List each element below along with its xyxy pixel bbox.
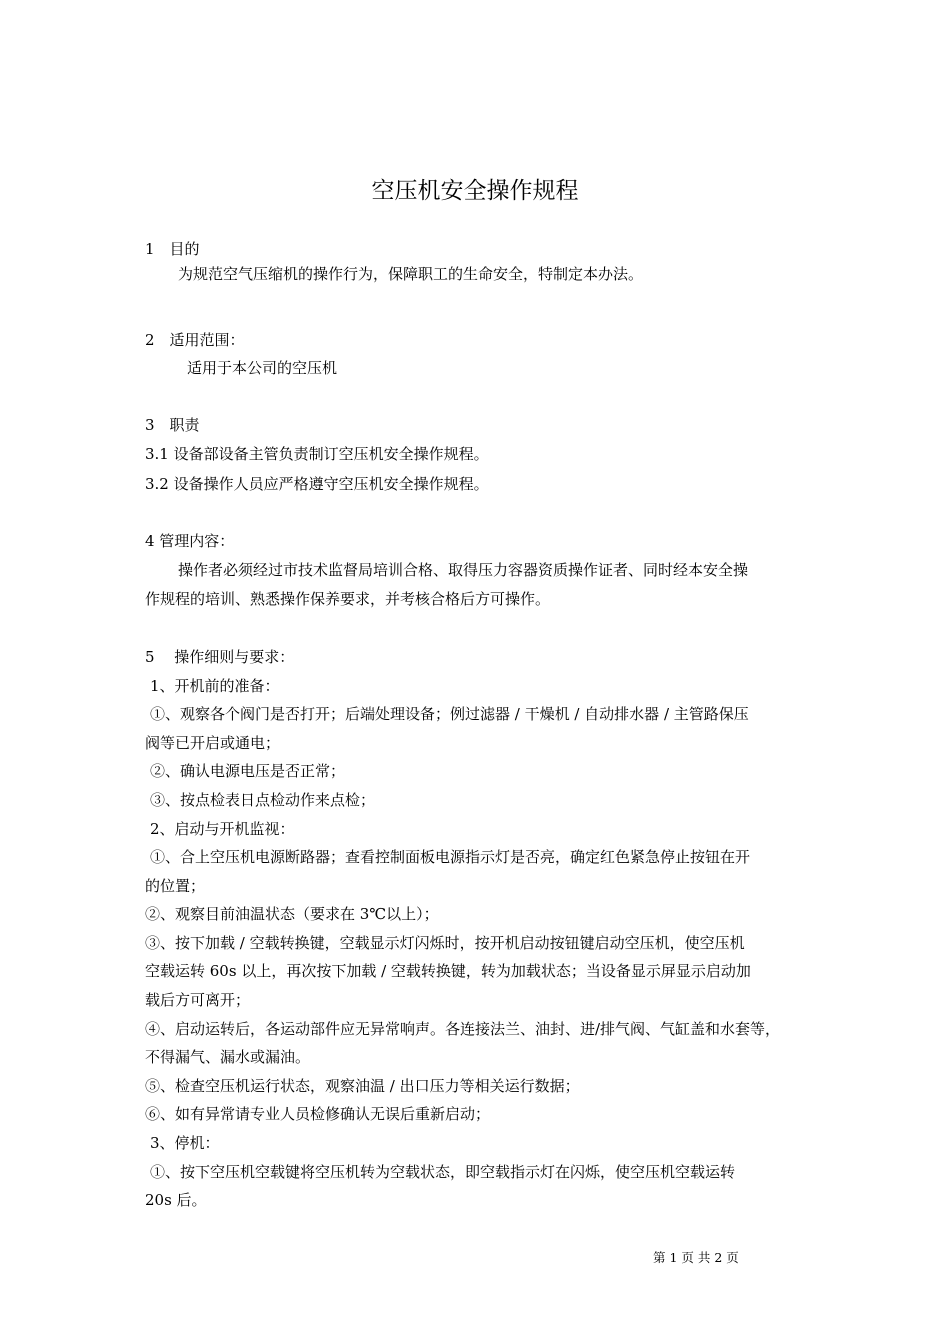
section-2-text: 适用于本公司的空压机: [187, 359, 338, 377]
section-5-3-1-line-2: 20s 后。: [145, 1191, 207, 1209]
section-5-3-1-line-1: ①、按下空压机空载键将空压机转为空载状态，即空载指示灯在闪烁，使空压机空载运转: [150, 1163, 736, 1181]
section-1-text: 为规范空气压缩机的操作行为，保障职工的生命安全，特制定本办法。: [178, 265, 644, 283]
section-5-2-3-line-3: 载后方可离开；: [145, 991, 251, 1009]
section-5-1-1-line-1: ①、观察各个阀门是否打开；后端处理设备；例过滤器 / 干燥机 / 自动排水器 / 主管路保压: [150, 705, 749, 723]
section-5-3-heading: 3、停机：: [150, 1134, 220, 1152]
section-5-2-4-line-1: ④、启动运转后，各运动部件应无异常响声。各连接法兰、油封、进/排气阀、气缸盖和水套等，: [145, 1020, 781, 1038]
section-4-text-line-1: 操作者必须经过市技术监督局培训合格、取得压力容器资质操作证者、同时经本安全操: [178, 561, 749, 579]
section-4-heading: 4 管理内容：: [145, 532, 235, 550]
document-title: 空压机安全操作规程: [371, 178, 579, 204]
section-5-1-2: ②、确认电源电压是否正常；: [150, 762, 346, 780]
section-5-2-5: ⑤、检查空压机运行状态，观察油温 / 出口压力等相关运行数据；: [145, 1077, 580, 1095]
section-3-heading: 3 职责: [145, 416, 200, 434]
section-5-heading: 5 操作细则与要求：: [145, 648, 295, 666]
section-5-1-heading: 1、开机前的准备：: [150, 677, 280, 695]
section-3-1: 3.1 设备部设备主管负责制订空压机安全操作规程。: [145, 445, 489, 463]
section-5-2-1-line-1: ①、合上空压机电源断路器；查看控制面板电源指示灯是否亮，确定红色紧急停止按钮在开: [150, 848, 751, 866]
section-5-2-heading: 2、启动与开机监视：: [150, 820, 295, 838]
section-1-heading: 1 目的: [145, 240, 200, 258]
section-2-heading: 2 适用范围：: [145, 331, 245, 349]
section-5-1-1-line-2: 阀等已开启或通电；: [145, 734, 281, 752]
section-3-2: 3.2 设备操作人员应严格遵守空压机安全操作规程。: [145, 475, 489, 493]
section-5-2-2: ②、观察目前油温状态（要求在 3℃以上）；: [145, 905, 439, 923]
section-5-2-1-line-2: 的位置；: [145, 877, 206, 895]
section-5-2-4-line-2: 不得漏气、漏水或漏油。: [145, 1048, 311, 1066]
section-5-2-6: ⑥、如有异常请专业人员检修确认无误后重新启动；: [145, 1105, 491, 1123]
page-number-footer: 第 1 页 共 2 页: [653, 1250, 739, 1265]
section-5-2-3-line-2: 空载运转 60s 以上，再次按下加载 / 空载转换键，转为加载状态；当设备显示屏显示启动加: [145, 962, 751, 980]
section-4-text-line-2: 作规程的培训、熟悉操作保养要求，并考核合格后方可操作。: [145, 590, 551, 608]
section-5-1-3: ③、按点检表日点检动作来点检；: [150, 791, 376, 809]
section-5-2-3-line-1: ③、按下加载 / 空载转换键，空载显示灯闪烁时，按开机启动按钮键启动空压机，使空压机: [145, 934, 745, 952]
